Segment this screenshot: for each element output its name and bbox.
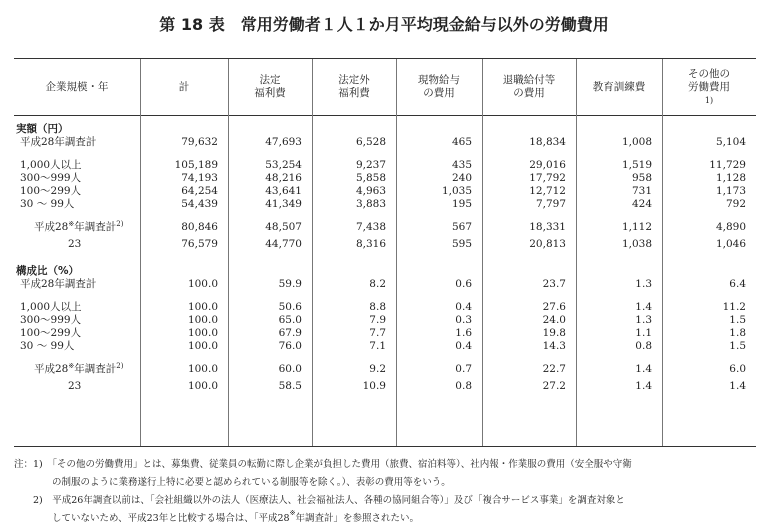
table-cell: 47,693: [265, 136, 302, 148]
table-cell: 1.4: [729, 380, 746, 392]
table-cell: 1,173: [715, 185, 746, 197]
column-header-line: 企業規模・年: [45, 80, 109, 93]
row-label-note: 2): [116, 220, 124, 228]
table-cell: 195: [451, 198, 472, 210]
table-cell: 100.0: [187, 363, 218, 375]
table-cell: 9.2: [369, 363, 386, 375]
table-cell: 76.0: [278, 340, 302, 352]
table-cell: 100.0: [187, 314, 218, 326]
row-label-text: 23: [68, 380, 82, 392]
row-label-text: 年調査計: [74, 363, 117, 375]
table-cell: 1,519: [621, 159, 652, 171]
table-cell: 0.8: [635, 340, 652, 352]
table-cell: 731: [631, 185, 652, 197]
column-header-line: 1): [704, 95, 714, 105]
table-cell: 24.0: [542, 314, 566, 326]
footnote-2-mark: ※: [289, 509, 296, 517]
table-cell: 7.9: [369, 314, 386, 326]
row-label: [34, 221, 123, 234]
column-header-5: [482, 59, 576, 115]
footnote-2-line-1: 2) 平成26年調査以前は、「会社組織以外の法人（医療法人、社会福祉法人、各種の協同組合等）」及び「複合サービス事業」を調査対象と: [14, 495, 625, 506]
table-row: [14, 221, 756, 234]
table-cell: 18,331: [529, 221, 566, 233]
table-cell: 60.0: [278, 363, 302, 375]
table-cell: 6.4: [729, 278, 746, 290]
table-cell: 1.5: [729, 314, 746, 326]
table-cell: 1.4: [635, 301, 652, 313]
table-row: [14, 136, 756, 149]
row-label-text: 23: [68, 238, 82, 250]
table-cell: 1.1: [635, 327, 652, 339]
table-cell: 100.0: [187, 327, 218, 339]
labor-cost-table: [14, 58, 756, 447]
table-cell: 76,579: [181, 238, 218, 250]
table-cell: 8.8: [369, 301, 386, 313]
table-cell: 1.4: [635, 363, 652, 375]
table-cell: 240: [451, 172, 472, 184]
table-cell: 18,834: [529, 136, 566, 148]
table-cell: 1,038: [621, 238, 652, 250]
table-cell: 67.9: [278, 327, 302, 339]
column-header-3: [312, 59, 396, 115]
table-cell: 11,729: [709, 159, 746, 171]
footnote-1-line-2: の制服のように業務遂行上特に必要と認められている制服等を除く。）、表彰の費用等をいう。: [14, 477, 451, 488]
table-cell: 435: [451, 159, 472, 171]
table-cell: 48,507: [265, 221, 302, 233]
table-cell: 22.7: [542, 363, 566, 375]
table-cell: 6,528: [355, 136, 386, 148]
table-cell: 44,770: [265, 238, 302, 250]
column-header-line: 現物給与: [418, 74, 460, 86]
table-title: 第 18 表 常用労働者１人１か月平均現金給与以外の労働費用: [159, 15, 609, 34]
table-cell: 105,189: [174, 159, 218, 171]
table-cell: 0.6: [455, 278, 472, 290]
table-cell: 14.3: [542, 340, 566, 352]
table-cell: 9,237: [355, 159, 386, 171]
column-header-line: 法定: [259, 74, 281, 86]
table-cell: 0.4: [455, 301, 472, 313]
row-label-text: 300～999人: [20, 314, 82, 326]
table-cell: 65.0: [278, 314, 302, 326]
table-cell: 1,128: [715, 172, 746, 184]
row-label-text: 平成28: [34, 221, 69, 233]
table-cell: 100.0: [187, 340, 218, 352]
table-row: [14, 172, 756, 185]
row-label: [68, 238, 81, 251]
table-cell: 0.3: [455, 314, 472, 326]
table-cell: 74,193: [181, 172, 218, 184]
column-header-line: その他の: [688, 67, 730, 80]
table-cell: 1.3: [635, 314, 652, 326]
row-label-text: 平成28: [34, 363, 69, 375]
table-cell: 100.0: [187, 278, 218, 290]
table-cell: 5,104: [715, 136, 746, 148]
table-cell: 1,008: [621, 136, 652, 148]
table-cell: 7.7: [369, 327, 386, 339]
column-header-line: 教育訓練費: [592, 80, 646, 93]
row-label-text: 平成28年調査計: [20, 136, 97, 148]
column-header-4: [396, 59, 482, 115]
table-row: [14, 380, 756, 393]
column-header-6: [576, 59, 662, 115]
table-cell: 79,632: [181, 136, 218, 148]
table-cell: 1,046: [715, 238, 746, 250]
table-cell: 5,858: [355, 172, 386, 184]
row-label-text: 年調査計: [74, 221, 117, 233]
table-cell: 7.1: [369, 340, 386, 352]
table-cell: 1.6: [455, 327, 472, 339]
table-cell: 53,254: [265, 159, 302, 171]
table-cell: 1.4: [635, 380, 652, 392]
section-heading: 構成比（%）: [16, 265, 80, 277]
row-label-text: 100～299人: [20, 185, 82, 197]
footnote-2-text-a: していないため、平成23年と比較する場合は、「平成28: [14, 513, 290, 524]
table-cell: 3,883: [355, 198, 386, 210]
table-cell: 958: [631, 172, 652, 184]
table-cell: 8.2: [369, 278, 386, 290]
table-row: [14, 238, 756, 251]
table-cell: 424: [631, 198, 652, 210]
row-label: [20, 278, 96, 291]
table-cell: 1.5: [729, 340, 746, 352]
footnote-2-text-b: 年調査計」を参照されたい。: [295, 513, 419, 524]
footnote-1-line-1: 注：1) 「その他の労働費用」とは、募集費、従業員の転勤に際し企業が負担した費用（旅費、宿泊料等）、社内報・作業服の費用（安全服や守衛: [14, 459, 632, 470]
column-header-line: 福利費: [338, 87, 370, 99]
row-label-note: 2): [116, 362, 124, 370]
table-row: [14, 340, 756, 353]
row-label-text: 100～299人: [20, 327, 82, 339]
table-cell: 58.5: [278, 380, 302, 392]
column-header-2: [228, 59, 312, 115]
table-cell: 10.9: [362, 380, 386, 392]
row-label: [20, 301, 82, 314]
row-label-mark: ※: [68, 220, 75, 228]
table-cell: 100.0: [187, 380, 218, 392]
table-cell: 41,349: [265, 198, 302, 210]
column-header-line: 計: [178, 80, 190, 93]
row-label: [20, 340, 74, 353]
column-header-line: 労働費用: [688, 80, 730, 93]
row-label-text: 平成28年調査計: [20, 278, 97, 290]
row-label: [20, 172, 81, 185]
table-cell: 4,963: [355, 185, 386, 197]
table-cell: 0.8: [455, 380, 472, 392]
table-row: [14, 314, 756, 327]
table-cell: 465: [451, 136, 472, 148]
table-cell: 0.7: [455, 363, 472, 375]
table-cell: 43,641: [265, 185, 302, 197]
table-cell: 1.8: [729, 327, 746, 339]
table-cell: 1.3: [635, 278, 652, 290]
row-label: [34, 363, 123, 376]
column-header-0: [14, 59, 140, 115]
table-cell: 20,813: [529, 238, 566, 250]
column-header-line: の費用: [513, 87, 545, 99]
row-label: [20, 314, 81, 327]
table-row: [14, 278, 756, 291]
table-cell: 17,792: [529, 172, 566, 184]
row-label: [20, 327, 81, 340]
table-cell: 7,797: [535, 198, 566, 210]
table-cell: 27.6: [542, 301, 566, 313]
row-label-text: 1,000人以上: [20, 159, 82, 171]
table-row: [14, 185, 756, 198]
column-header-line: の費用: [423, 87, 455, 99]
column-header-7: [662, 59, 756, 115]
table-cell: 4,890: [715, 221, 746, 233]
table-cell: 23.7: [542, 278, 566, 290]
table-cell: 19.8: [542, 327, 566, 339]
row-label: [20, 198, 74, 211]
table-cell: 7,438: [355, 221, 386, 233]
table-cell: 54,439: [181, 198, 218, 210]
row-label: [68, 380, 81, 393]
table-cell: 29,016: [529, 159, 566, 171]
table-cell: 6.0: [729, 363, 746, 375]
section-heading: 実額（円）: [16, 123, 69, 135]
table-cell: 1,112: [621, 221, 652, 233]
row-label-text: 30 ～ 99人: [20, 340, 75, 352]
table-cell: 27.2: [542, 380, 566, 392]
table-row: [14, 363, 756, 376]
table-cell: 8,316: [355, 238, 386, 250]
column-header-line: 法定外: [338, 74, 370, 86]
row-label-mark: ※: [68, 362, 75, 370]
table-cell: 792: [725, 198, 746, 210]
table-cell: 48,216: [265, 172, 302, 184]
row-label-text: 300～999人: [20, 172, 82, 184]
table-cell: 595: [451, 238, 472, 250]
table-cell: 0.4: [455, 340, 472, 352]
table-cell: 59.9: [278, 278, 302, 290]
table-row: [14, 301, 756, 314]
row-label: [20, 159, 82, 172]
table-cell: 50.6: [278, 301, 302, 313]
row-label: [20, 136, 96, 149]
row-label-text: 30 ～ 99人: [20, 198, 75, 210]
table-cell: 64,254: [181, 185, 218, 197]
column-header-line: 退職給付等: [502, 74, 556, 86]
column-header-1: [140, 59, 228, 115]
table-cell: 80,846: [181, 221, 218, 233]
column-header-line: 福利費: [254, 87, 286, 99]
table-row: [14, 159, 756, 172]
footnote-2-line-2: [14, 510, 419, 528]
table-cell: 11.2: [722, 301, 746, 313]
table-row: [14, 198, 756, 211]
row-label: [20, 185, 81, 198]
table-cell: 100.0: [187, 301, 218, 313]
row-label-text: 1,000人以上: [20, 301, 82, 313]
table-row: [14, 327, 756, 340]
table-cell: 12,712: [529, 185, 566, 197]
table-cell: 567: [451, 221, 472, 233]
table-cell: 1,035: [441, 185, 472, 197]
